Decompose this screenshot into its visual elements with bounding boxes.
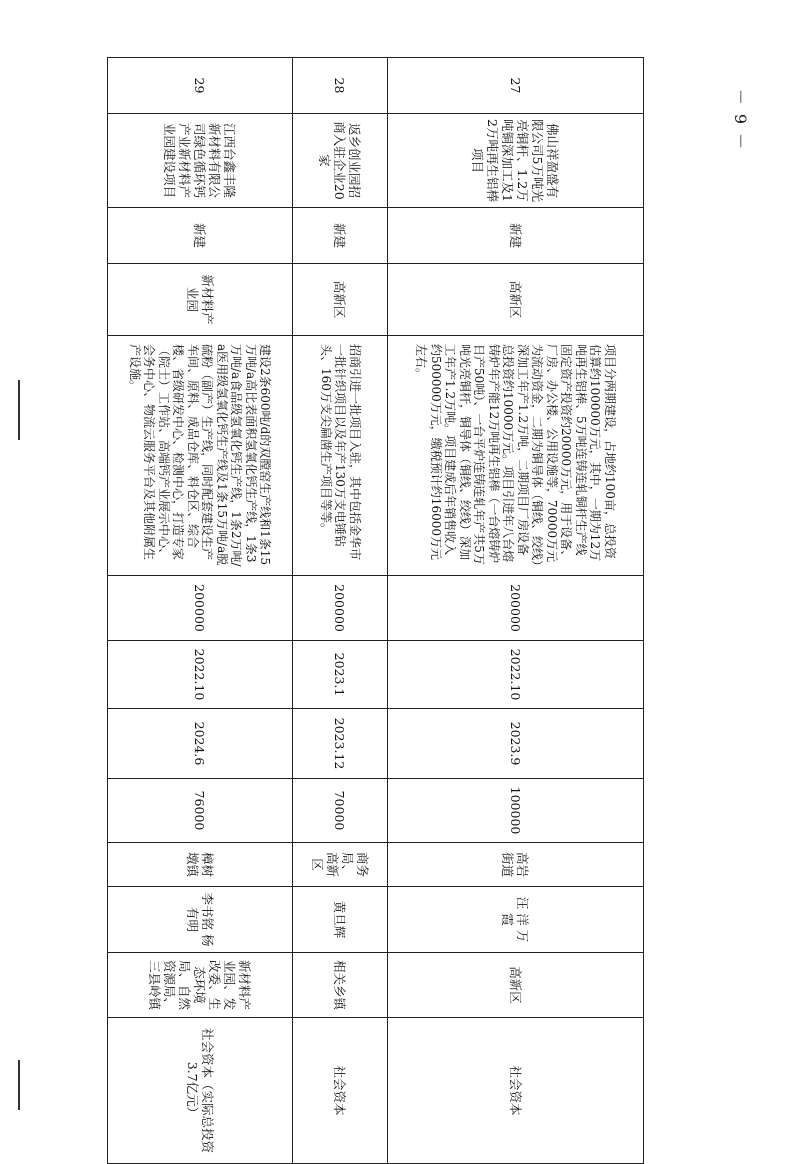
scan-edge-mark [18, 1060, 20, 1110]
annual-plan: 76000 [108, 779, 293, 843]
project-location: 高新区 [388, 264, 644, 336]
start-date: 2022.10 [388, 641, 644, 709]
annual-plan: 70000 [293, 779, 388, 843]
end-date: 2023.12 [293, 709, 388, 779]
annual-plan: 100000 [388, 779, 644, 843]
coordinating-dept: 新材料产业园、发改委、生态环境局、自然资源局、三县岭镇 [108, 953, 293, 1018]
row-number: 29 [108, 58, 293, 114]
construction-type: 新建 [388, 208, 644, 264]
end-date: 2023.9 [388, 709, 644, 779]
scan-edge-mark [18, 380, 20, 440]
fund-source: 社会资本 [388, 1018, 644, 1164]
total-investment: 200000 [108, 576, 293, 641]
fund-source: 社会资本 [293, 1018, 388, 1164]
fund-source: 社会资本（实际总投资3.7亿元） [108, 1018, 293, 1164]
coordinating-dept: 相关乡镇 [293, 953, 388, 1018]
project-name: 返乡创业园招商入驻企业20家 [293, 114, 388, 208]
responsible-unit: 樟树墩镇 [108, 843, 293, 887]
construction-content: 招商引进一批项目入驻，其中包括金华市一批针织项目以及年产130万支电锤钻头、160万支尖扁凿生产项目等等。 [293, 336, 388, 576]
responsible-unit: 商务局、高新区 [293, 843, 388, 887]
rotated-table-area [108, 57, 644, 1153]
start-date: 2023.1 [293, 641, 388, 709]
responsible-unit: 高岩街道 [388, 843, 644, 887]
end-date: 2024.6 [108, 709, 293, 779]
project-name: 佛山祥盈盛有限公司5万吨光亮铜杆、1.2万吨铜深加工及12万吨再生铝棒项目 [388, 114, 644, 208]
project-name: 江西台鑫丰隆新材料有限公司绿色循环钙产业新材料产业园建设项目 [108, 114, 293, 208]
construction-type: 新建 [108, 208, 293, 264]
responsible-leader: 李书铭 杨有明 [108, 887, 293, 953]
start-date: 2022.10 [108, 641, 293, 709]
project-location: 高新区 [293, 264, 388, 336]
construction-content: 项目分两期建设，占地约100亩，总投资估算约100000万元，其中，一期为12万吨再生铝棒、5万吨连铸连轧铜杆生产线固定资产投资约20000万元，用于设备、厂房、办公楼、公用设施等，70000万元为流动资金，二期为铜导体（铜线、绞线）深加工年产1.2万吨，二期项目厂房设备总投资约10000万元。项目引进年八台熔铸炉年产能12万吨再生铝棒（一台熔铸炉日产50吨）、一台平炉连铸连轧年产共5万吨光亮铜杆，铜导体（铜线、绞线）深加工年产1.2万吨。项目建成后年销售收入约500000万元，缴税预计约16000万元左右。 [388, 336, 644, 576]
page-number: － 9 － [731, 88, 751, 152]
table-row [293, 58, 388, 1164]
row-number: 28 [293, 58, 388, 114]
responsible-leader: 汪 洋 万 霞 [388, 887, 644, 953]
construction-content: 建设2条600吨/d的双膛窑生产线和1条15万吨/a高比表面积氢氧化钙生产线，1条3万吨/a食品级氢氧化钙生产线，1条2万吨/a医用级氢氧化钙生产线及1条15万吨/a脱硫粉（副产）生产线，同时配套建设生产车间、原料、成品仓库、料仓区、综合楼、省级研发中心、检测中心，打造专家（院士）工作站、高端钙产业展示中心、会务中心、物流云服务平台及其他附属生产设施。 [108, 336, 293, 576]
construction-type: 新建 [293, 208, 388, 264]
table-row [388, 58, 644, 1164]
total-investment: 200000 [293, 576, 388, 641]
responsible-leader: 黄旦辉 [293, 887, 388, 953]
total-investment: 200000 [388, 576, 644, 641]
coordinating-dept: 高新区 [388, 953, 644, 1018]
project-location: 新材料产业园 [108, 264, 293, 336]
project-table [107, 57, 644, 1164]
table-row [108, 58, 293, 1164]
row-number: 27 [388, 58, 644, 114]
